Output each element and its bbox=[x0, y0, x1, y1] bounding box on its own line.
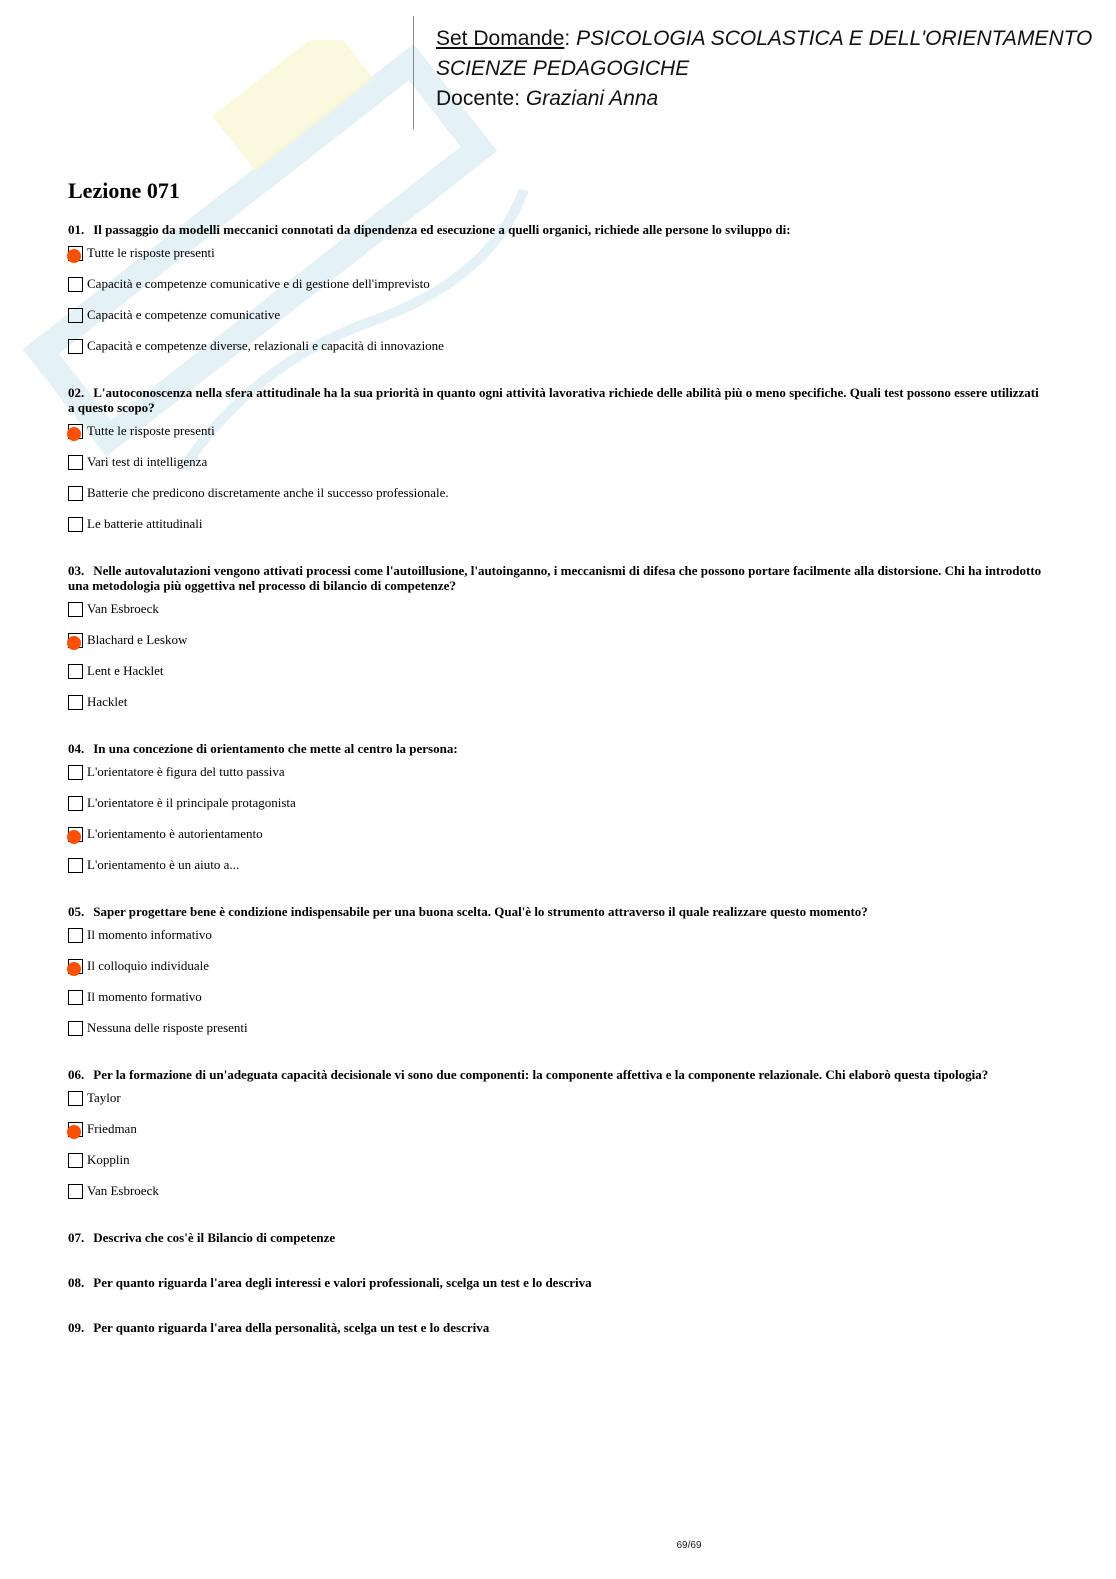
answer-checkbox[interactable] bbox=[68, 1021, 83, 1036]
answer-label: L'orientamento è un aiuto a... bbox=[87, 857, 240, 872]
answer-label: Il momento informativo bbox=[87, 927, 212, 942]
answer-option[interactable] bbox=[68, 244, 1043, 275]
answer-label: Van Esbroeck bbox=[87, 601, 159, 616]
answer-label: Il momento formativo bbox=[87, 989, 202, 1004]
answer-label: Hacklet bbox=[87, 694, 128, 709]
answer-checkbox[interactable] bbox=[68, 827, 83, 842]
answer-label: Tutte le risposte presenti bbox=[87, 245, 215, 260]
set-label: Set Domande bbox=[436, 27, 565, 50]
question-list bbox=[68, 222, 1043, 1365]
answer-checkbox[interactable] bbox=[68, 1122, 83, 1137]
header-divider bbox=[413, 16, 414, 129]
faculty-line bbox=[436, 54, 1092, 84]
teacher-name: Graziani Anna bbox=[525, 87, 659, 110]
question-block bbox=[68, 904, 1043, 1050]
question-label: Descriva che cos'è il Bilancio di competenze bbox=[93, 1230, 336, 1245]
answer-label: Il colloquio individuale bbox=[87, 958, 210, 973]
answer-option[interactable] bbox=[68, 337, 1043, 368]
set-separator: : bbox=[564, 27, 577, 50]
answer-option[interactable] bbox=[68, 275, 1043, 306]
question-text bbox=[68, 385, 1043, 415]
teacher-line bbox=[436, 84, 1092, 114]
answer-option[interactable] bbox=[68, 988, 1043, 1019]
answer-checkbox[interactable] bbox=[68, 308, 83, 323]
answer-checkbox[interactable] bbox=[68, 959, 83, 974]
answer-checkbox[interactable] bbox=[68, 455, 83, 470]
answer-checkbox[interactable] bbox=[68, 1153, 83, 1168]
answer-label: L'orientatore è figura del tutto passiva bbox=[87, 764, 285, 779]
answer-label: Batterie che predicono discretamente anche il successo professionale. bbox=[87, 485, 449, 500]
answer-checkbox[interactable] bbox=[68, 517, 83, 532]
document-header bbox=[436, 24, 1092, 114]
answer-checkbox[interactable] bbox=[68, 339, 83, 354]
question-number: 04. bbox=[68, 741, 85, 756]
question-number: 06. bbox=[68, 1067, 85, 1082]
answer-label: L'orientatore è il principale protagonista bbox=[87, 795, 296, 810]
question-label: Saper progettare bene è condizione indispensabile per una buona scelta. Qual'è lo strumento attraverso il quale realizzare questo momento? bbox=[93, 904, 868, 919]
answer-checkbox[interactable] bbox=[68, 277, 83, 292]
question-text bbox=[68, 741, 1043, 756]
answer-option[interactable] bbox=[68, 600, 1043, 631]
answer-option[interactable] bbox=[68, 306, 1043, 337]
answer-option[interactable] bbox=[68, 1182, 1043, 1213]
answer-option[interactable] bbox=[68, 794, 1043, 825]
answer-checkbox[interactable] bbox=[68, 602, 83, 617]
answer-label: Tutte le risposte presenti bbox=[87, 423, 215, 438]
question-number: 08. bbox=[68, 1275, 85, 1290]
answer-label: L'orientamento è autorientamento bbox=[87, 826, 263, 841]
selected-marker-icon bbox=[67, 427, 81, 441]
answer-option[interactable] bbox=[68, 926, 1043, 957]
selected-marker-icon bbox=[67, 249, 81, 263]
question-number: 02. bbox=[68, 385, 85, 400]
answer-checkbox[interactable] bbox=[68, 246, 83, 261]
answer-checkbox[interactable] bbox=[68, 990, 83, 1005]
answer-option[interactable] bbox=[68, 1120, 1043, 1151]
answer-label: Kopplin bbox=[87, 1152, 130, 1167]
answer-label: Le batterie attitudinali bbox=[87, 516, 203, 531]
answer-option[interactable] bbox=[68, 763, 1043, 794]
question-number: 01. bbox=[68, 222, 85, 237]
answer-option[interactable] bbox=[68, 422, 1043, 453]
answer-checkbox[interactable] bbox=[68, 796, 83, 811]
answer-label: Blachard e Leskow bbox=[87, 632, 188, 647]
answer-label: Friedman bbox=[87, 1121, 137, 1136]
answer-checkbox[interactable] bbox=[68, 1184, 83, 1199]
question-label: Nelle autovalutazioni vengono attivati processi come l'autoillusione, l'autoinganno, i meccanismi di difesa che possono portare facilmente alla distorsione. Chi ha introdotto una metodologia più oggettiva nel processo di bilancio di competenze? bbox=[68, 563, 1042, 593]
answer-option[interactable] bbox=[68, 957, 1043, 988]
set-line bbox=[436, 24, 1092, 54]
question-label: Il passaggio da modelli meccanici connotati da dipendenza ed esecuzione a quelli organici, richiede alle persone lo sviluppo di: bbox=[93, 222, 791, 237]
question-number: 05. bbox=[68, 904, 85, 919]
question-label: In una concezione di orientamento che mette al centro la persona: bbox=[93, 741, 458, 756]
answer-checkbox[interactable] bbox=[68, 486, 83, 501]
answer-option[interactable] bbox=[68, 662, 1043, 693]
open-question bbox=[68, 1275, 1043, 1320]
lesson-title: Lezione 071 bbox=[68, 178, 180, 203]
answer-label: Taylor bbox=[87, 1090, 121, 1105]
answer-option[interactable] bbox=[68, 1151, 1043, 1182]
answer-option[interactable] bbox=[68, 453, 1043, 484]
question-text bbox=[68, 563, 1043, 593]
answer-option[interactable] bbox=[68, 515, 1043, 546]
answer-label: Capacità e competenze comunicative e di gestione dell'imprevisto bbox=[87, 276, 430, 291]
faculty-name: SCIENZE PEDAGOGICHE bbox=[436, 57, 690, 80]
teacher-label: Docente: bbox=[436, 87, 526, 110]
selected-marker-icon bbox=[67, 1125, 81, 1139]
question-label: L'autoconoscenza nella sfera attitudinale ha la sua priorità in quanto ogni attività lavorativa richiede delle abilità più o meno specifiche. Quali test possono essere utilizzati a questo scopo? bbox=[68, 385, 1039, 415]
selected-marker-icon bbox=[67, 830, 81, 844]
answer-label: Lent e Hacklet bbox=[87, 663, 164, 678]
question-block bbox=[68, 385, 1043, 546]
answer-option[interactable] bbox=[68, 1019, 1043, 1050]
answer-checkbox[interactable] bbox=[68, 765, 83, 780]
selected-marker-icon bbox=[67, 962, 81, 976]
course-title: PSICOLOGIA SCOLASTICA E DELL'ORIENTAMENTO bbox=[576, 27, 1093, 50]
question-text bbox=[68, 904, 1043, 919]
question-number: 07. bbox=[68, 1230, 85, 1245]
answer-checkbox[interactable] bbox=[68, 633, 83, 648]
question-label: Per quanto riguarda l'area della personalità, scelga un test e lo descriva bbox=[93, 1320, 490, 1335]
question-text bbox=[68, 222, 1043, 237]
question-label: Per quanto riguarda l'area degli interessi e valori professionali, scelga un test e lo descriva bbox=[93, 1275, 592, 1290]
question-text bbox=[68, 1067, 1043, 1082]
question-block bbox=[68, 222, 1043, 368]
question-block bbox=[68, 1067, 1043, 1213]
open-question bbox=[68, 1320, 1043, 1365]
answer-option[interactable] bbox=[68, 825, 1043, 856]
answer-option[interactable] bbox=[68, 693, 1043, 724]
open-question bbox=[68, 1230, 1043, 1275]
answer-option[interactable] bbox=[68, 484, 1043, 515]
question-number: 09. bbox=[68, 1320, 85, 1335]
answer-label: Capacità e competenze comunicative bbox=[87, 307, 281, 322]
answer-checkbox[interactable] bbox=[68, 424, 83, 439]
answer-label: Vari test di intelligenza bbox=[87, 454, 208, 469]
answer-checkbox[interactable] bbox=[68, 858, 83, 873]
answer-checkbox[interactable] bbox=[68, 928, 83, 943]
answer-label: Van Esbroeck bbox=[87, 1183, 159, 1198]
question-label: Per la formazione di un'adeguata capacità decisionale vi sono due componenti: la componente affettiva e la componente relazionale. Chi elaborò questa tipologia? bbox=[93, 1067, 989, 1082]
question-block bbox=[68, 741, 1043, 887]
answer-option[interactable] bbox=[68, 856, 1043, 887]
answer-label: Nessuna delle risposte presenti bbox=[87, 1020, 248, 1035]
page-number: 69/69 bbox=[676, 1540, 702, 1551]
question-number: 03. bbox=[68, 563, 85, 578]
question-block bbox=[68, 563, 1043, 724]
answer-checkbox[interactable] bbox=[68, 695, 83, 710]
answer-label: Capacità e competenze diverse, relazionali e capacità di innovazione bbox=[87, 338, 444, 353]
answer-checkbox[interactable] bbox=[68, 1091, 83, 1106]
selected-marker-icon bbox=[67, 636, 81, 650]
answer-option[interactable] bbox=[68, 1089, 1043, 1120]
answer-checkbox[interactable] bbox=[68, 664, 83, 679]
answer-option[interactable] bbox=[68, 631, 1043, 662]
